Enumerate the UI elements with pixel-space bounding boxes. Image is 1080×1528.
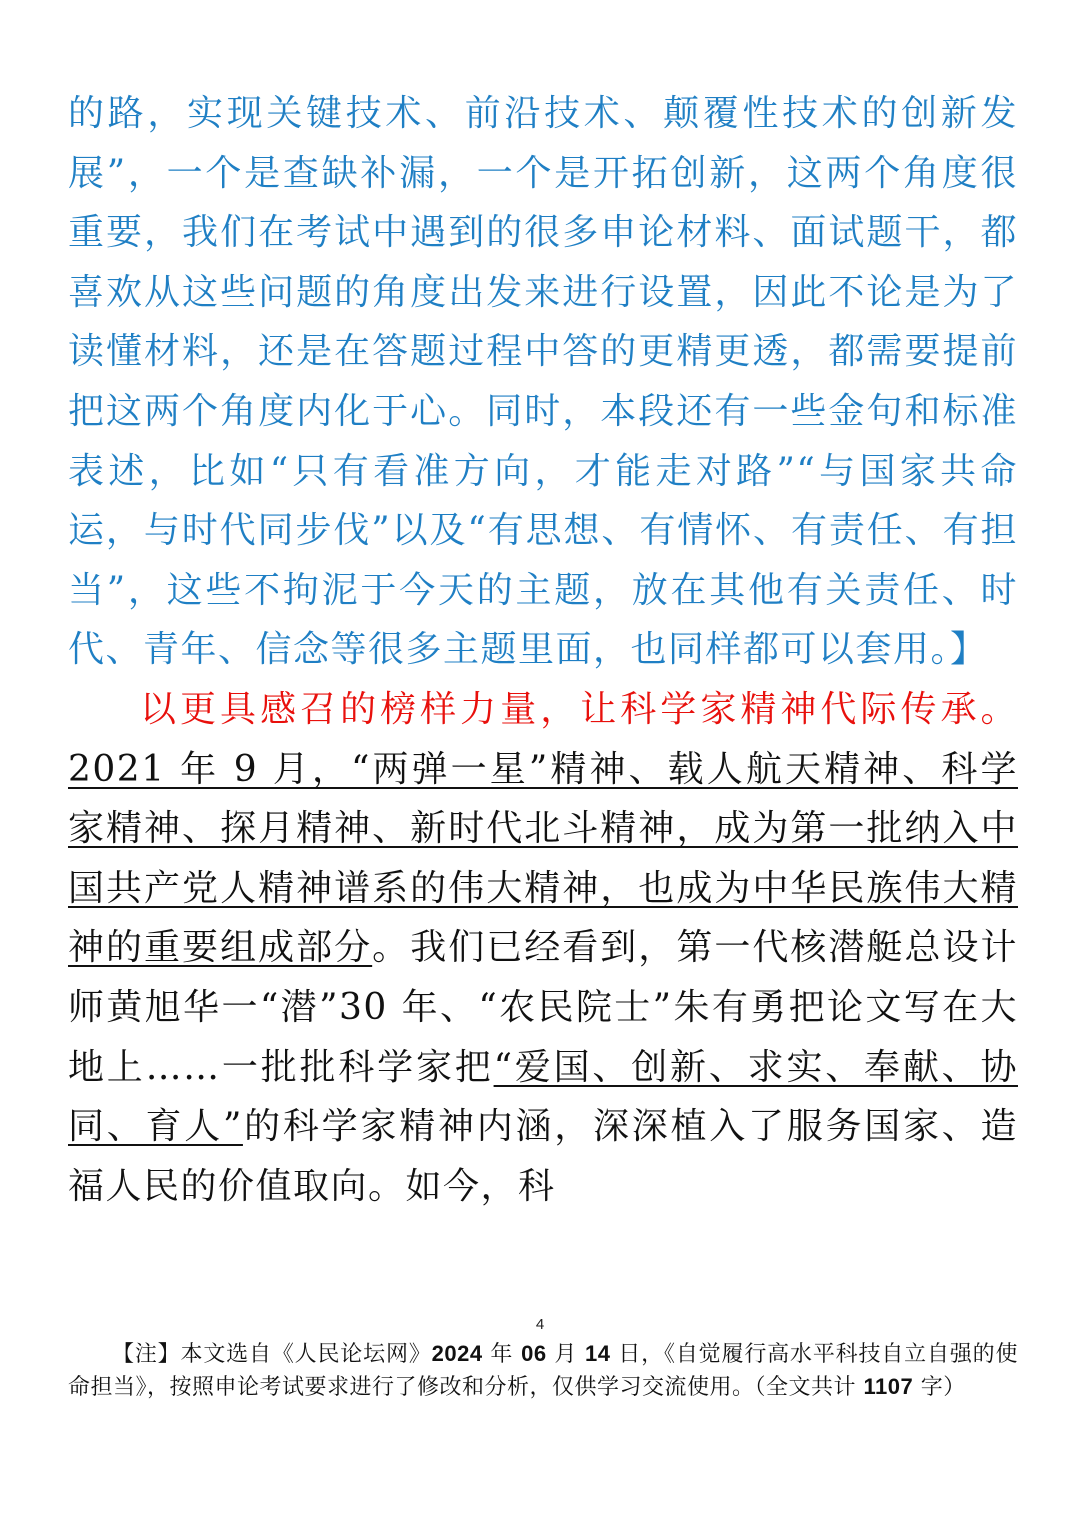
footnote-day: 14 [585, 1341, 611, 1366]
underlined-sentence-2: “爱国、创新、求实、奉献、协同、育人” [68, 1046, 1018, 1148]
footnote-text-1: 【注】本文选自《人民论坛网》 [112, 1342, 432, 1367]
footnote-text-2: 年 [482, 1342, 522, 1367]
footnote-word-count: 1107 [863, 1374, 914, 1399]
footnote-text-5: 字） [913, 1375, 966, 1400]
footnote-year: 2024 [431, 1341, 483, 1366]
body-sentence-1: 。我们已经看到，第一代核潜艇总设计师黄旭华一“潜”30 年、“农民院士”朱有勇把论文写在大地上……一批批科学家把 [68, 927, 1018, 1088]
underlined-sentence-1: 2021 年 9 月，“两弹一星”精神、载人航天精神、科学家精神、探月精神、新时代北斗精神，成为第一批纳入中国共产党人精神谱系的伟大精神，也成为中华民族伟大精神的重要组成部分 [68, 748, 1018, 969]
footnote-month: 06 [521, 1341, 547, 1366]
section-heading: 以更具感召的榜样力量，让科学家精神代际传承。 [140, 688, 1018, 730]
page-number: 4 [535, 1316, 545, 1333]
footnote-text-3: 月 [546, 1342, 586, 1367]
analysis-paragraph: 的路，实现关键技术、前沿技术、颠覆性技术的创新发展”，一个是查缺补漏，一个是开拓创新，这两个角度很重要，我们在考试中遇到的很多申论材料、面试题干，都喜欢从这些问题的角度出发来进行设置，因此不论是为了读懂材料，还是在答题过程中答的更精更透，都需要提前把这两个角度内化于心。同时，本段还有一些金句和标准表述，比如“只有看准方向，才能走对路”“与国家共命运，与时代同步伐”以及“有思想、有情怀、有责任、有担当”，这些不拘泥于今天的主题，放在其他有关责任、时代、青年、信念等很多主题里面，也同样都可以套用。】 [68, 93, 1018, 671]
main-paragraph [68, 680, 1018, 1216]
footnote [68, 1338, 1018, 1404]
body-text [68, 84, 1018, 1216]
footnote-text-4: 日，《自觉履行高水平科技自立自强的使命担当》，按照申论考试要求进行了修改和分析，仅供学习交流使用。（全文共计 [68, 1342, 1018, 1400]
body-sentence-2: 的科学家精神内涵，深深植入了服务国家、造福人民的价值取向。如今，科 [68, 1106, 1018, 1207]
